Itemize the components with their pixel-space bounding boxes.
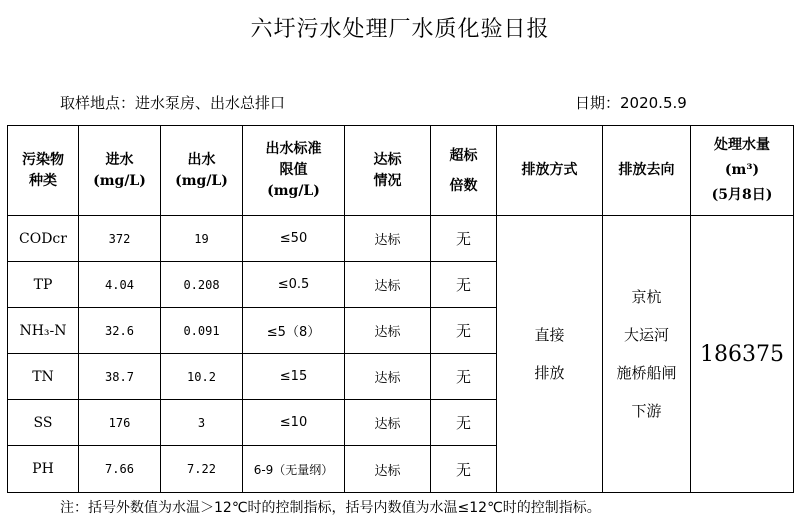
header-status: 达标 情况 bbox=[345, 126, 431, 216]
cell-outflow: 7.22 bbox=[161, 446, 243, 493]
cell-outflow: 19 bbox=[161, 216, 243, 262]
header-exceed: 超标 倍数 bbox=[431, 126, 497, 216]
cell-exceed: 无 bbox=[431, 216, 497, 262]
report-date: 日期：2020.5.9 bbox=[575, 94, 687, 112]
header-discharge-destination: 排放去向 bbox=[603, 126, 691, 216]
header-discharge-method: 排放方式 bbox=[497, 126, 603, 216]
cell-pollutant: TP bbox=[8, 262, 79, 308]
cell-status: 达标 bbox=[345, 354, 431, 400]
cell-pollutant: TN bbox=[8, 354, 79, 400]
header-row bbox=[8, 126, 794, 216]
cell-exceed: 无 bbox=[431, 354, 497, 400]
cell-pollutant: SS bbox=[8, 400, 79, 446]
cell-outflow: 0.091 bbox=[161, 308, 243, 354]
cell-status: 达标 bbox=[345, 216, 431, 262]
water-quality-table bbox=[7, 125, 794, 493]
cell-status: 达标 bbox=[345, 400, 431, 446]
header-volume: 处理水量 (m³) (5月8日) bbox=[691, 126, 794, 216]
cell-inflow: 38.7 bbox=[79, 354, 161, 400]
cell-status: 达标 bbox=[345, 262, 431, 308]
cell-exceed: 无 bbox=[431, 308, 497, 354]
cell-pollutant: CODcr bbox=[8, 216, 79, 262]
table-row bbox=[8, 216, 794, 262]
cell-inflow: 176 bbox=[79, 400, 161, 446]
sample-location: 取样地点：进水泵房、出水总排口 bbox=[60, 94, 286, 112]
cell-limit: ≤10 bbox=[243, 400, 345, 446]
cell-limit: 6-9（无量纲） bbox=[243, 446, 345, 493]
cell-outflow: 0.208 bbox=[161, 262, 243, 308]
cell-inflow: 32.6 bbox=[79, 308, 161, 354]
discharge-destination-cell: 京杭 大运河 施桥船闸 下游 bbox=[603, 216, 691, 493]
volume-value: 186375 bbox=[691, 216, 794, 493]
cell-exceed: 无 bbox=[431, 446, 497, 493]
header-limit: 出水标准 限值 (mg/L) bbox=[243, 126, 345, 216]
cell-pollutant: NH₃-N bbox=[8, 308, 79, 354]
cell-inflow: 372 bbox=[79, 216, 161, 262]
cell-inflow: 7.66 bbox=[79, 446, 161, 493]
cell-exceed: 无 bbox=[431, 400, 497, 446]
discharge-method-cell: 直接 排放 bbox=[497, 216, 603, 493]
cell-status: 达标 bbox=[345, 308, 431, 354]
cell-limit: ≤5（8） bbox=[243, 308, 345, 354]
cell-outflow: 3 bbox=[161, 400, 243, 446]
cell-outflow: 10.2 bbox=[161, 354, 243, 400]
cell-status: 达标 bbox=[345, 446, 431, 493]
report-title: 六圩污水处理厂水质化验日报 bbox=[250, 17, 550, 42]
cell-inflow: 4.04 bbox=[79, 262, 161, 308]
header-inflow: 进水 (mg/L) bbox=[79, 126, 161, 216]
header-outflow: 出水 (mg/L) bbox=[161, 126, 243, 216]
cell-limit: ≤0.5 bbox=[243, 262, 345, 308]
cell-limit: ≤50 bbox=[243, 216, 345, 262]
cell-pollutant: PH bbox=[8, 446, 79, 493]
footnote: 注：括号外数值为水温＞12℃时的控制指标，括号内数值为水温≤12℃时的控制指标。 bbox=[60, 500, 601, 516]
cell-exceed: 无 bbox=[431, 262, 497, 308]
header-pollutant: 污染物 种类 bbox=[8, 126, 79, 216]
cell-limit: ≤15 bbox=[243, 354, 345, 400]
